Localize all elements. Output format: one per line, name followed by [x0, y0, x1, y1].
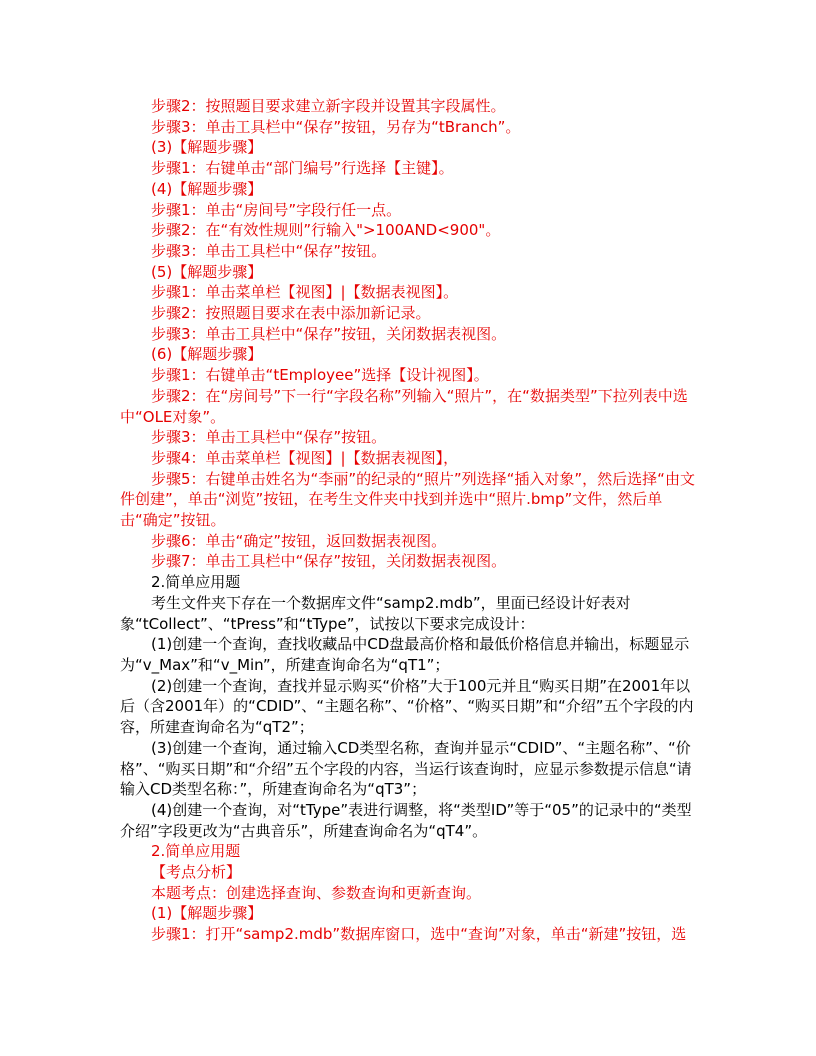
heading-analysis: 【考点分析】 [151, 863, 242, 882]
step-2-new-field: 步骤2：按照题目要求建立新字段并设置其字段属性。 [151, 97, 506, 115]
question-item-1: (1)创建一个查询，查找收藏品中CD盘最高价格和最低价格信息并输出，标题显示为“v_Max”和“v_Min”，所建查询命名为“qT1”； [120, 635, 690, 674]
step-7-save-close: 步骤7：单击工具栏中“保存”按钮，关闭数据表视图。 [151, 552, 507, 571]
step-1-open-database: 步骤1：打开“samp2.mdb”数据库窗口，选中“查询”对象，单击“新建”按钮，选 [151, 925, 687, 944]
step-3-save-again: 步骤3：单击工具栏中“保存”按钮。 [151, 428, 387, 447]
step-6-confirm: 步骤6：单击“确定”按钮，返回数据表视图。 [151, 531, 447, 550]
step-1-design-view: 步骤1：右键单击“tEmployee”选择【设计视图】。 [151, 366, 489, 385]
heading-solution-1: (1)【解题步骤】 [151, 904, 263, 923]
step-2-add-records: 步骤2：按照题目要求在表中添加新记录。 [151, 304, 431, 323]
question-item-4: (4)创建一个查询，对“tType”表进行调整，将“类型ID”等于“05”的记录中的“类型介绍”字段更改为“古典音乐”，所建查询命名为“qT4”。 [120, 800, 692, 840]
step-4-datasheet-view: 步骤4：单击菜单栏【视图】|【数据表视图】， [151, 448, 459, 467]
analysis-text: 本题考点：创建选择查询、参数查询和更新查询。 [151, 883, 482, 902]
question-intro: 考生文件夹下存在一个数据库文件“samp2.mdb”，里面已经设计好表对象“tCollect”、“tPress”和“tType”，试按以下要求完成设计： [120, 593, 631, 633]
step-3-save-close: 步骤3：单击工具栏中“保存”按钮，关闭数据表视图。 [151, 324, 507, 343]
heading-solution-3: (3)【解题步骤】 [151, 138, 263, 157]
step-1-primary-key: 步骤1：右键单击“部门编号”行选择【主键】。 [151, 159, 454, 178]
document-body [120, 96, 700, 945]
heading-solution-5: (5)【解题步骤】 [151, 262, 263, 281]
step-3-save: 步骤3：单击工具栏中“保存”按钮。 [151, 241, 387, 260]
step-3-save-tbranch: 步骤3：单击工具栏中“保存”按钮，另存为“tBranch”。 [151, 117, 521, 136]
heading-solution-4: (4)【解题步骤】 [151, 179, 263, 198]
step-2-ole-field: 步骤2：在“房间号”下一行“字段名称”列输入“照片”，在“数据类型”下拉列表中选中“OLE对象”。 [120, 386, 688, 426]
step-1-room-field: 步骤1：单击“房间号”字段行任一点。 [151, 200, 402, 219]
step-1-datasheet-view: 步骤1：单击菜单栏【视图】|【数据表视图】。 [151, 283, 459, 302]
question-item-3: (3)创建一个查询，通过输入CD类型名称，查询并显示“CDID”、“主题名称”、“价格”、“购买日期”和“介绍”五个字段的内容，当运行该查询时，应显示参数提示信息“请输入CD类型名称：”，所建查询命名为“qT3”； [120, 738, 692, 799]
question-item-2: (2)创建一个查询，查找并显示购买“价格”大于100元并且“购买日期”在2001年以后（含2001年）的“CDID”、“主题名称”、“价格”、“购买日期”和“介绍”五个字段的内容，所建查询命名为“qT2”； [120, 676, 694, 737]
section-title-simple-application: 2.简单应用题 [151, 573, 241, 592]
step-5-insert-object: 步骤5：右键单击姓名为“李丽”的纪录的“照片”列选择“插入对象”，然后选择“由文件创建”，单击“浏览”按钮，在考生文件夹中找到并选中“照片.bmp”文件，然后单击“确定”按钮。 [120, 469, 695, 530]
heading-solution-6: (6)【解题步骤】 [151, 345, 263, 364]
step-2-validation-rule: 步骤2：在“有效性规则”行输入">100AND<900"。 [151, 221, 501, 240]
answer-section-title: 2.简单应用题 [151, 842, 241, 861]
